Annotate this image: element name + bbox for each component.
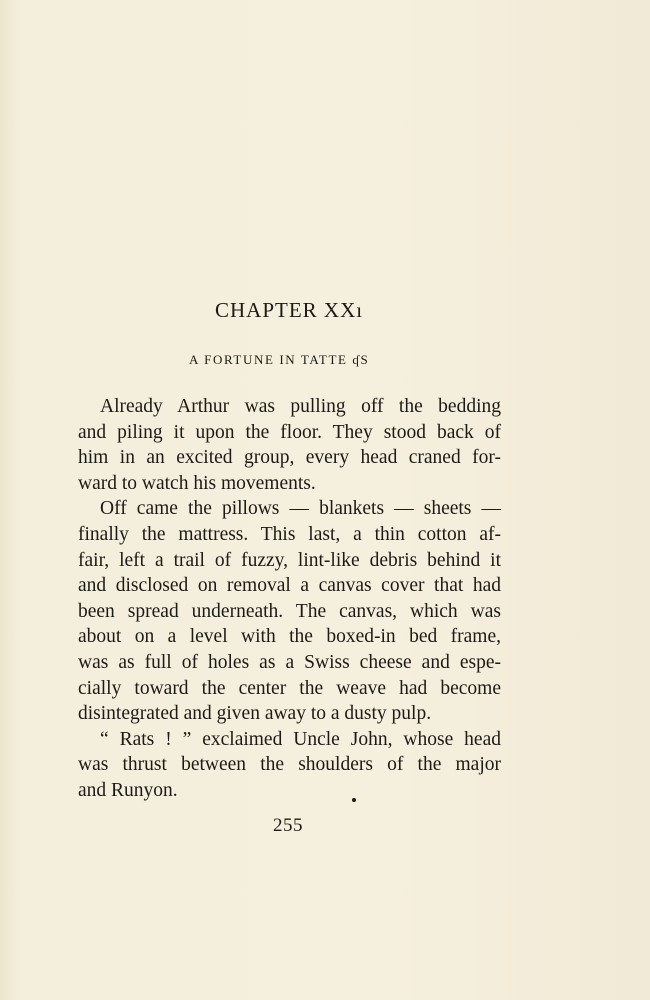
paragraph-1 bbox=[78, 394, 501, 496]
text-line: “ Rats ! ” exclaimed Uncle John, whose head bbox=[100, 728, 501, 750]
text-line: and piling it upon the floor. They stood back of bbox=[78, 421, 501, 443]
page-number: 255 bbox=[273, 815, 303, 836]
text-line: fair, left a trail of fuzzy, lint-like debris behind it bbox=[78, 549, 501, 571]
chapter-subtitle: A FORTUNE IN TATTE ʠS bbox=[189, 352, 370, 367]
text-line: him in an excited group, every head craned for- bbox=[78, 447, 501, 469]
text-line: ward to watch his movements. bbox=[78, 472, 316, 494]
text-line: and Runyon. bbox=[78, 779, 178, 801]
text-line: finally the mattress. This last, a thin cotton af- bbox=[78, 523, 501, 545]
text-line: Off came the pillows — blankets — sheets — bbox=[100, 498, 501, 520]
text-line: and disclosed on removal a canvas cover that had bbox=[78, 575, 501, 597]
ink-speck bbox=[352, 798, 356, 802]
chapter-title: CHAPTER XXı bbox=[215, 298, 364, 322]
text-line: been spread underneath. The canvas, which was bbox=[78, 600, 501, 622]
text-line: cially toward the center the weave had become bbox=[78, 677, 501, 699]
paragraph-3 bbox=[78, 727, 501, 804]
text-line: disintegrated and given away to a dusty pulp. bbox=[78, 703, 432, 725]
text-line: was as full of holes as a Swiss cheese and espe- bbox=[78, 651, 501, 673]
body-text bbox=[78, 394, 501, 804]
text-line: Already Arthur was pulling off the bedding bbox=[100, 396, 501, 417]
paragraph-2 bbox=[78, 496, 501, 726]
text-line: was thrust between the shoulders of the major bbox=[78, 754, 501, 776]
text-line: about on a level with the boxed-in bed frame, bbox=[78, 626, 501, 648]
